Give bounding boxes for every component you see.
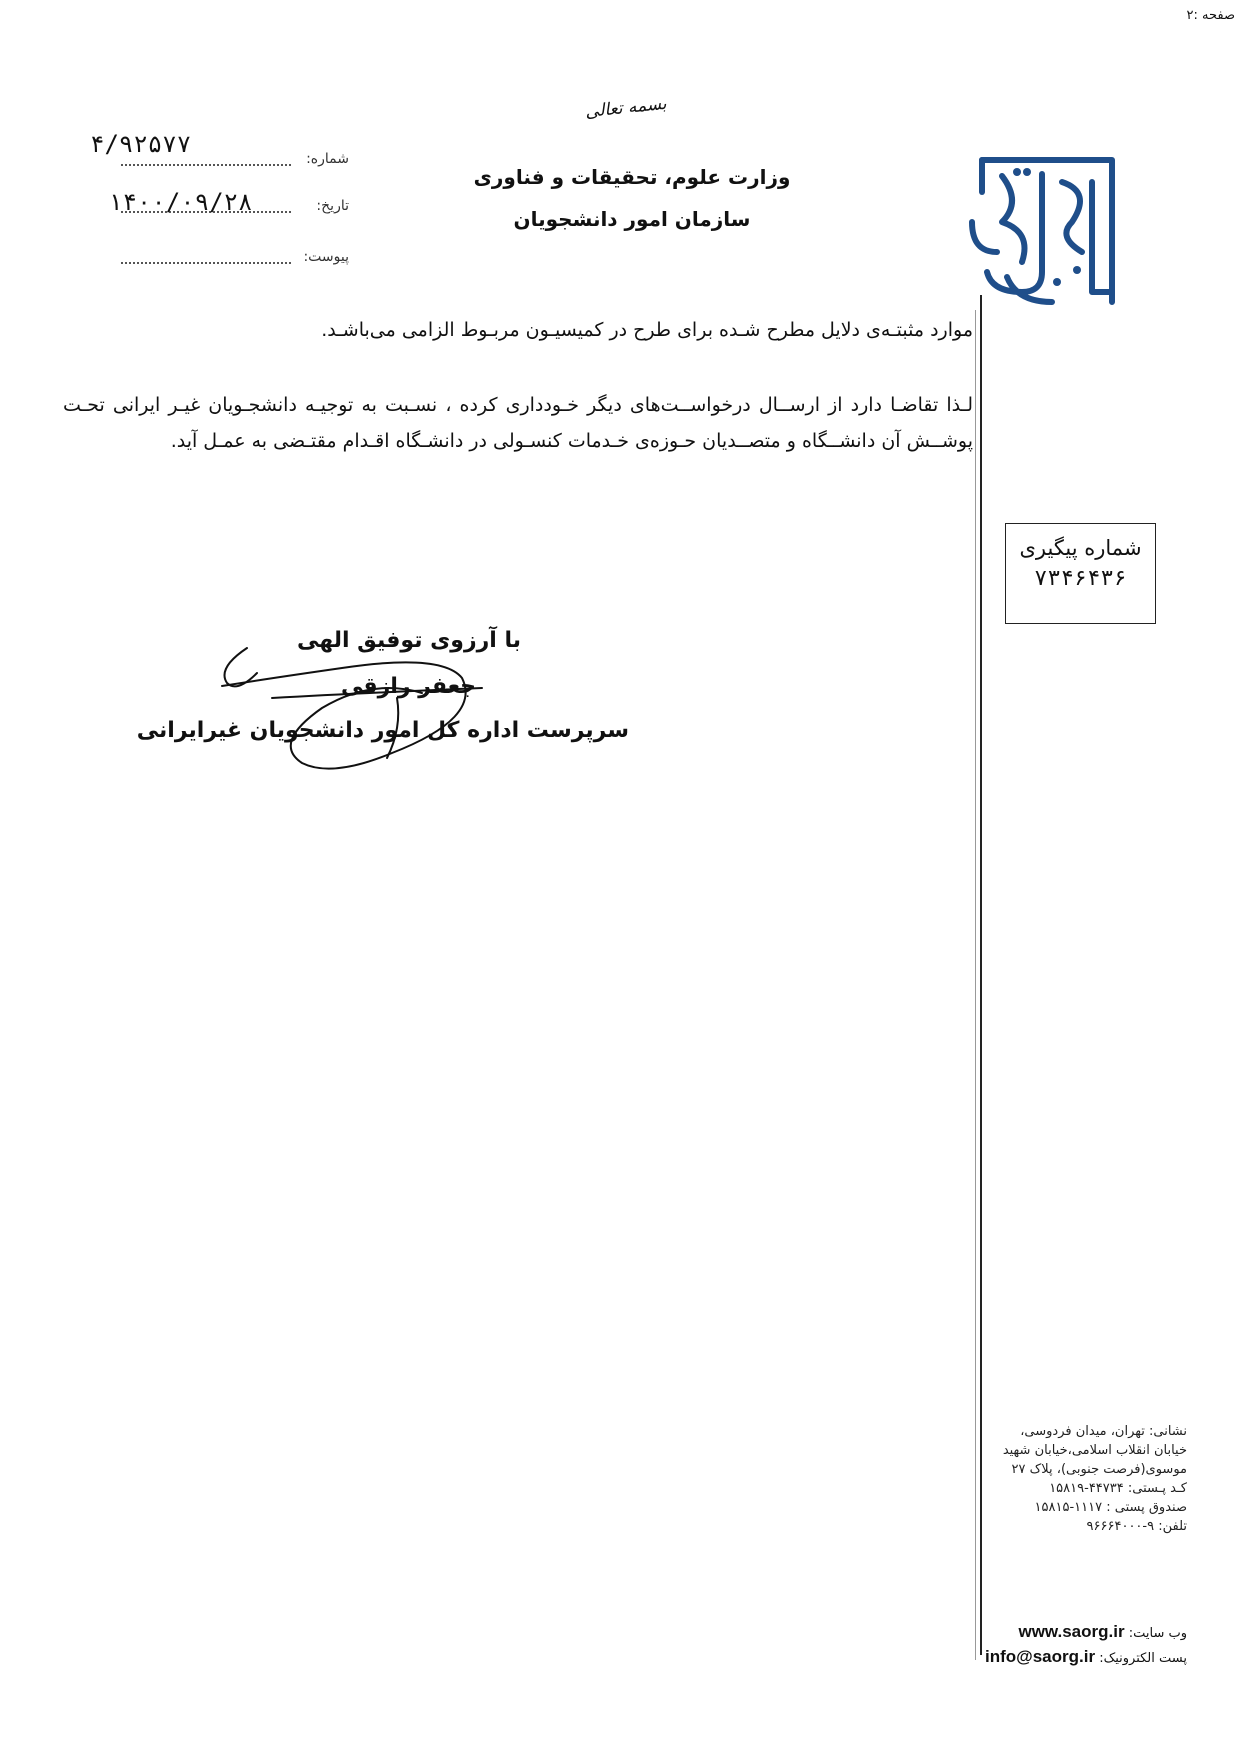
organization-logo [962,152,1122,312]
website-row [1018,1622,1187,1642]
email-row [985,1647,1187,1667]
letter-date-label: تاریخ: [316,198,349,214]
attachment-row [99,246,349,268]
address-line: خیابان انقلاب اسلامی،خیابان شهید [1002,1443,1187,1458]
tracking-number-value: ۷۳۴۶۴۳۶ [1034,566,1127,591]
address-line: موسوی(فرصت جنوبی)، پلاک ۲۷ [1011,1462,1187,1477]
organization-name: سازمان امور دانشجویان [513,207,751,231]
website-link[interactable]: www.saorg.ir [1018,1622,1125,1641]
address-line: نشانی: تهران، میدان فردوسی، [1020,1424,1187,1439]
email-label: پست الکترونیک: [1099,1651,1187,1666]
attachment-dotted-line [121,262,291,264]
body-paragraph-1: موارد مثبتـه‌ی دلایل مطرح شـده برای طرح در کمیسیـون مربـوط الزامی می‌باشـد. [321,319,973,341]
page-number: صفحه :۲ [1186,8,1235,23]
closing-salutation: با آرزوی توفیق الهی [296,628,521,653]
signer-name: جعفر رازقی [341,674,476,699]
signer-title: سرپرست اداره کل امور دانشجویان غیرایرانی [136,718,629,743]
postal-code-line: کـد پـستی: ۴۴۷۳۴-۱۵۸۱۹ [1049,1481,1187,1496]
letter-number-value: ۴/۹۲۵۷۷ [90,130,192,158]
ministry-name: وزارت علوم، تحقیقات و فناوری [473,165,791,189]
attachment-label: پیوست: [303,249,349,265]
basmala-heading: بسمه تعالی [584,93,668,123]
letter-number-label: شماره: [306,151,349,167]
margin-rule [980,295,982,1655]
email-link[interactable]: info@saorg.ir [984,1647,1096,1666]
letter-number-dotted-line [121,164,291,166]
website-label: وب سایت: [1128,1626,1187,1641]
tracking-number-box [1005,523,1156,624]
phone-line: تلفن: ۹-۹۶۶۶۴۰۰۰ [1086,1519,1187,1534]
letter-date-value: ۱۴۰۰/۰۹/۲۸ [108,188,253,216]
handwritten-signature [212,638,512,788]
margin-rule-inner [975,310,976,1660]
po-box-line: صندوق پستی : ۱۱۱۷-۱۵۸۱۵ [1034,1500,1187,1515]
tracking-number-label: شماره پیگیری [1019,536,1142,560]
address-block [987,1422,1187,1536]
body-paragraph-2: لـذا تقاضـا دارد از ارســال درخواســت‌های دیگر خـودداری کرده ، نسـبت به توجیـه دانشجـویان غیـر ایرانی تحـت پوشــش آن دانشــگاه و متصــدیان حـوزه‌ی خـدمات کنسـولی در دانشـگاه اقـدام مقتـضی به عمـل آید. [63,394,973,452]
